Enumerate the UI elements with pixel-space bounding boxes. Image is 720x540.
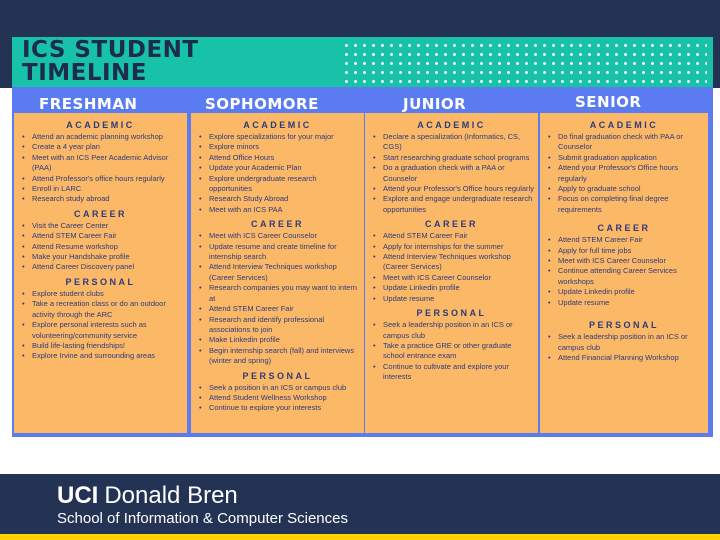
list-item: • Update resume and create timeline for internship search [195,242,360,263]
section-title-career: CAREER [597,223,651,234]
list-item: • Focus on completing final degree requirements [544,194,704,215]
list-item: • Update your Academic Plan [195,163,360,173]
list-item: • Do final graduation check with PAA or Counselor [544,132,704,153]
list-item: • Declare a specialization (Informatics, CS, CGS) [369,132,534,153]
list-item: • Explore personal interests such as volunteering/community service [18,320,183,341]
list-item: • Update resume [544,298,704,308]
footer-accent-stripe [0,534,720,540]
list-item: • Attend STEM Career Fair [195,304,360,314]
list-item: • Meet with an ICS Peer Academic Advisor (PAA) [18,153,183,174]
list-item: • Apply for internships for the summer [369,242,534,252]
list-item: • Meet with an ICS PAA [195,205,360,215]
list-item: • Visit the Career Center [18,221,183,231]
career-list [369,231,534,304]
list-item: • Attend Professor's office hours regularly [18,174,183,184]
list-item: • Update Linkedin profile [369,283,534,293]
list-item: • Attend STEM Career Fair [369,231,534,241]
section-title-academic: ACADEMIC [417,120,486,130]
list-item: • Explore specializations for your major [195,132,360,142]
section-title-academic: ACADEMIC [589,120,659,130]
list-item: • Research companies you may want to intern at [195,283,360,304]
section-title-personal: PERSONAL [242,370,313,381]
section-title-personal: PERSONAL [65,276,136,287]
list-item: • Take a recreation class or do an outdoor activity through the ARC [18,299,183,320]
list-item: • Meet with ICS Career Counselor [369,273,534,283]
list-item: • Make your Handshake profile [18,252,183,262]
column-heading-freshman: FRESHMAN [39,95,138,113]
list-item: • Research study abroad [18,194,183,204]
poster-title-line2: TIMELINE [22,60,148,86]
list-item: • Meet with ICS Career Counselor [544,256,704,266]
list-item: • Apply for full time jobs [544,246,704,256]
section-title-academic: ACADEMIC [243,120,312,130]
poster-title [22,39,199,85]
academic-list [195,132,360,215]
list-item: • Enroll in LARC [18,184,183,194]
list-item: • Attend Interview Techniques workshop (Career Services) [369,252,534,273]
list-item: • Begin internship search (fall) and interviews (winter and spring) [195,346,360,367]
personal-list [544,332,704,363]
column-panel-sophomore [191,113,364,433]
dot-pattern-decoration [342,41,707,83]
academic-list [544,132,704,215]
list-item: • Research and identify professional associations to join [195,315,360,336]
column-heading-junior: JUNIOR [403,95,467,113]
list-item: • Attend Office Hours [195,153,360,163]
list-item: • Attend Resume workshop [18,242,183,252]
list-item: • Continue attending Career Services workshops [544,266,704,287]
career-list [195,231,360,366]
list-item: • Continue to cultivate and explore your interests [369,362,534,383]
logo-uci-text: UCI [57,482,99,509]
timeline-poster [12,37,713,437]
list-item: • Explore minors [195,142,360,152]
list-item: • Take a practice GRE or other graduate school entrance exam [369,341,534,362]
list-item: • Create a 4 year plan [18,142,183,152]
list-item: • Make Linkedin profile [195,335,360,345]
list-item: • Attend your Professor's Office hours regularly [369,184,534,194]
section-title-personal: PERSONAL [416,308,487,319]
list-item: • Attend STEM Career Fair [544,235,704,245]
list-item: • Attend Interview Techniques workshop (Career Services) [195,262,360,283]
section-title-personal: PERSONAL [588,320,659,331]
section-title-career: CAREER [73,208,127,219]
poster-header [12,37,713,87]
list-item: • Seek a leadership position in an ICS or campus club [369,320,534,341]
list-item: • Explore undergraduate research opportunities [195,174,360,195]
column-heading-senior: SENIOR [575,93,642,111]
list-item: • Start researching graduate school programs [369,153,534,163]
list-item: • Apply to graduate school [544,184,704,194]
personal-list [369,320,534,382]
column-panel-freshman [14,113,187,433]
list-item: • Attend Student Wellness Workshop [195,393,360,403]
list-item: • Meet with ICS Career Counselor [195,231,360,241]
personal-list [195,383,360,414]
logo-school-name: Donald Bren [104,482,238,509]
academic-list [18,132,183,205]
footer-bar [0,474,720,540]
personal-list [18,289,183,362]
list-item: • Build life-lasting friendships! [18,341,183,351]
academic-list [369,132,534,215]
list-item: • Explore Irvine and surrounding areas [18,351,183,361]
list-item: • Seek a position in an ICS or campus club [195,383,360,393]
list-item: • Research Study Abroad [195,194,360,204]
list-item: • Update Linkedin profile [544,287,704,297]
list-item: • Attend an academic planning workshop [18,132,183,142]
list-item: • Update resume [369,294,534,304]
list-item: • Seek a leadership position in an ICS or campus club [544,332,704,353]
career-list [18,221,183,273]
career-list [544,235,704,308]
list-item: • Explore student clubs [18,289,183,299]
column-heading-sophomore: SOPHOMORE [205,95,319,113]
section-title-career: CAREER [250,219,304,230]
uci-logo [57,482,238,510]
list-item: • Attend Financial Planning Workshop [544,353,704,363]
school-full-name: School of Information & Computer Sciences [57,510,348,527]
list-item: • Attend Career Discovery panel [18,262,183,272]
poster-title-line1: ICS STUDENT [22,37,199,63]
column-panel-senior [540,113,708,433]
section-title-career: CAREER [424,219,478,230]
list-item: • Do a graduation check with a PAA or Counselor [369,163,534,184]
list-item: • Explore and engage undergraduate research opportunities [369,194,534,215]
section-title-academic: ACADEMIC [66,120,135,130]
column-panel-junior [365,113,538,433]
list-item: • Continue to explore your interests [195,403,360,413]
list-item: • Attend STEM Career Fair [18,231,183,241]
list-item: • Attend your Professor's Office hours regularly [544,163,704,184]
list-item: • Submit graduation application [544,153,704,163]
